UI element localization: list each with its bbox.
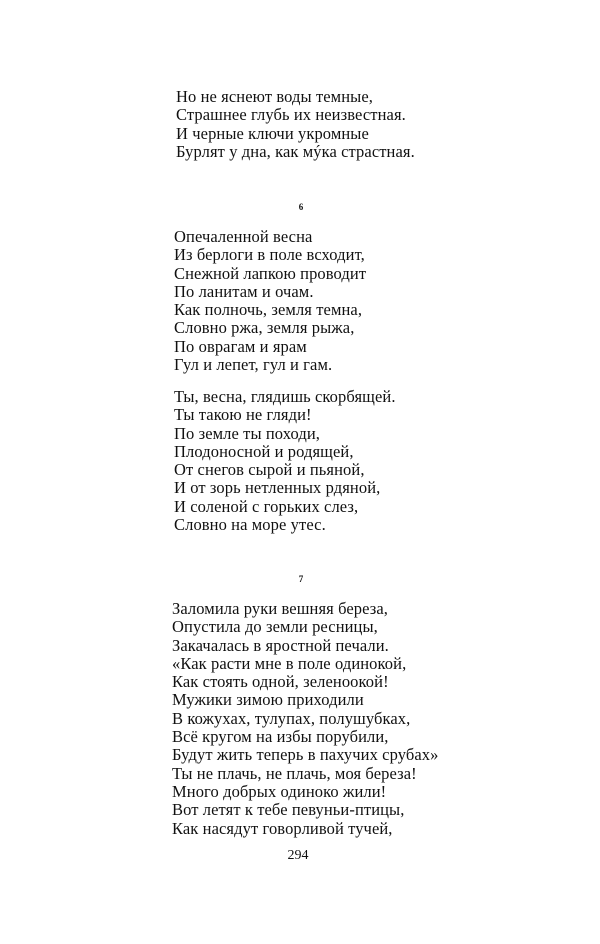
poem-line: Опустила до земли ресницы, [172, 617, 378, 637]
stanza-6-first [174, 228, 366, 374]
poem-line: Опечаленной весна [174, 227, 313, 246]
poem-line: Как стоять одной, зеленоокой! [172, 672, 389, 692]
poem-line: И от зорь нетленных рдяной, [174, 478, 381, 498]
poem-line: Будут жить теперь в пахучих срубах» [172, 745, 439, 765]
poem-line: Страшнее глубь их неизвестная. [176, 105, 406, 125]
section-number-6: 6 [298, 202, 304, 212]
poem-line: И черные ключи укромные [176, 123, 369, 143]
poem-line: По земле ты походи, [174, 423, 320, 443]
stanza-7 [172, 600, 439, 838]
poem-line: В кожухах, тулупах, полушубках, [172, 708, 411, 728]
poem-line: Но не яснеют воды темные, [176, 87, 373, 106]
stanza-6-second [174, 388, 396, 534]
poem-line: Заломила руки вешняя береза, [172, 599, 389, 618]
poem-line: И соленой с горьких слез, [174, 496, 359, 516]
poem-line: По ланитам и очам. [174, 281, 314, 301]
poem-line: Мужики зимою приходили [172, 690, 364, 710]
poem-line: Всё кругом на избы порубили, [172, 727, 389, 747]
poem-line: Словно ржа, земля рыжа, [174, 318, 355, 338]
poem-line: Бурлят у дна, как мýка страстная. [176, 141, 415, 161]
poem-line: Гул и лепет, гул и гам. [174, 355, 333, 375]
stanza-continuation [176, 88, 415, 161]
poem-line: По оврагам и ярам [174, 336, 307, 356]
poem-line: Как насядут говорливой тучей, [172, 818, 393, 838]
poem-line: Ты, весна, глядишь скорбящей. [174, 387, 396, 406]
page-number: 294 [287, 848, 309, 863]
poem-line: Как полночь, земля темна, [174, 300, 363, 320]
poem-line: Из берлоги в поле всходит, [174, 245, 365, 265]
poem-line: Ты такою не гляди! [174, 405, 312, 425]
poem-line: От снегов сырой и пьяной, [174, 460, 365, 480]
poem-line: Снежной лапкою проводит [174, 263, 367, 283]
poem-line: Закачалась в яростной печали. [172, 635, 389, 655]
poem-line: Ты не плачь, не плачь, моя береза! [172, 763, 417, 783]
poem-line: Много добрых одиноко жили! [172, 781, 387, 801]
poem-line: «Как расти мне в поле одинокой, [172, 653, 407, 673]
poem-line: Словно на море утес. [174, 515, 326, 535]
section-number-7: 7 [298, 574, 304, 584]
poem-line: Вот летят к тебе певуньи-птицы, [172, 800, 405, 820]
poem-line: Плодоносной и родящей, [174, 441, 354, 461]
